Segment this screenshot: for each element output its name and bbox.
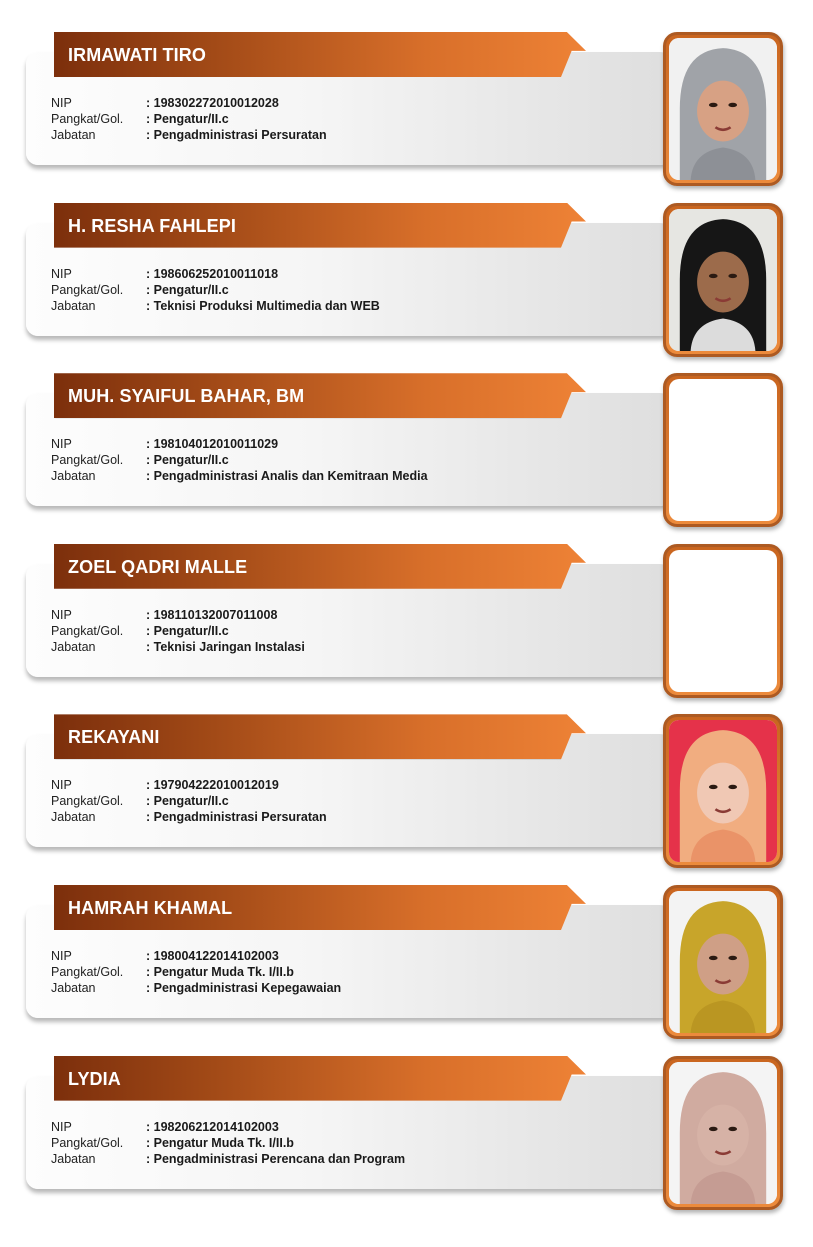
employee-name: MUH. SYAIFUL BAHAR, BM — [68, 386, 305, 407]
photo-frame — [663, 373, 783, 527]
nip-label: NIP — [51, 1119, 72, 1134]
nip-label: NIP — [51, 607, 72, 622]
jabatan-value: : Pengadministrasi Persuratan — [146, 128, 327, 142]
nip-value: : 198104012010011029 — [146, 437, 279, 452]
jabatan-label: Jabatan — [51, 981, 96, 995]
jabatan-value: : Teknisi Jaringan Instalasi — [146, 639, 305, 654]
employee-photo — [669, 379, 777, 521]
pangkat-label: Pangkat/Gol. — [51, 794, 124, 809]
pangkat-value: : Pengatur/II.c — [146, 282, 229, 297]
nip-label: NIP — [51, 778, 72, 793]
employee-photo — [669, 550, 777, 692]
pangkat-value: : Pengatur/II.c — [146, 112, 229, 126]
nip-label: NIP — [51, 437, 72, 452]
nip-label: NIP — [51, 266, 72, 281]
pangkat-value: : Pengatur/II.c — [146, 794, 229, 809]
employee-card — [0, 714, 813, 884]
nip-label: NIP — [51, 96, 72, 110]
person-silhouette-icon — [669, 891, 777, 1033]
pangkat-value: : Pengatur/II.c — [146, 453, 229, 468]
pangkat-value: : Pengatur/II.c — [146, 623, 229, 638]
employee-photo — [669, 891, 777, 1033]
pangkat-label: Pangkat/Gol. — [51, 1135, 124, 1150]
jabatan-value: : Pengadministrasi Analis dan Kemitraan Media — [146, 469, 428, 484]
photo-frame — [663, 544, 783, 698]
jabatan-value: : Pengadministrasi Kepegawaian — [146, 981, 342, 995]
employee-photo — [669, 209, 777, 351]
nip-value: : 198302272010012028 — [146, 96, 279, 110]
person-silhouette-icon — [669, 38, 777, 180]
employee-photo — [669, 38, 777, 180]
employee-card — [0, 203, 813, 373]
photo-frame — [663, 885, 783, 1039]
employee-card — [0, 373, 813, 543]
jabatan-label: Jabatan — [51, 1151, 96, 1166]
jabatan-value: : Pengadministrasi Persuratan — [146, 810, 327, 825]
pangkat-label: Pangkat/Gol. — [51, 965, 124, 979]
photo-frame — [663, 1056, 783, 1210]
pangkat-label: Pangkat/Gol. — [51, 282, 124, 297]
name-banner — [54, 1056, 586, 1101]
photo-frame — [663, 203, 783, 357]
jabatan-label: Jabatan — [51, 639, 96, 654]
pangkat-label: Pangkat/Gol. — [51, 453, 124, 468]
nip-label: NIP — [51, 949, 72, 963]
nip-value: : 198206212014102003 — [146, 1119, 279, 1134]
employee-photo — [669, 1062, 777, 1204]
employee-name: ZOEL QADRI MALLE — [68, 556, 248, 577]
nip-value: : 198606252010011018 — [146, 266, 279, 281]
photo-frame — [663, 32, 783, 186]
jabatan-value: : Pengadministrasi Perencana dan Program — [146, 1151, 406, 1166]
pangkat-value: : Pengatur Muda Tk. I/II.b — [146, 965, 294, 979]
person-silhouette-icon — [669, 1062, 777, 1204]
pangkat-label: Pangkat/Gol. — [51, 112, 124, 126]
employee-card — [0, 885, 813, 1055]
employee-name: H. RESHA FAHLEPI — [68, 215, 236, 236]
nip-value: : 197904222010012019 — [146, 778, 279, 793]
nip-value: : 198110132007011008 — [146, 607, 278, 622]
jabatan-value: : Teknisi Produksi Multimedia dan WEB — [146, 298, 380, 313]
employee-card — [0, 1056, 813, 1226]
employee-name: IRMAWATI TIRO — [68, 45, 206, 65]
jabatan-label: Jabatan — [51, 469, 96, 484]
jabatan-label: Jabatan — [51, 810, 96, 825]
employee-photo — [669, 720, 777, 862]
person-silhouette-icon — [669, 209, 777, 351]
pangkat-label: Pangkat/Gol. — [51, 623, 124, 638]
employee-name: LYDIA — [68, 1068, 121, 1089]
employee-name: REKAYANI — [68, 727, 160, 748]
employee-card — [0, 544, 813, 714]
person-silhouette-icon — [669, 720, 777, 862]
photo-frame — [663, 714, 783, 868]
employee-name: HAMRAH KHAMAL — [68, 898, 233, 918]
pangkat-value: : Pengatur Muda Tk. I/II.b — [146, 1135, 294, 1150]
jabatan-label: Jabatan — [51, 298, 96, 313]
employee-card — [0, 32, 813, 202]
nip-value: : 198004122014102003 — [146, 949, 279, 963]
jabatan-label: Jabatan — [51, 128, 96, 142]
